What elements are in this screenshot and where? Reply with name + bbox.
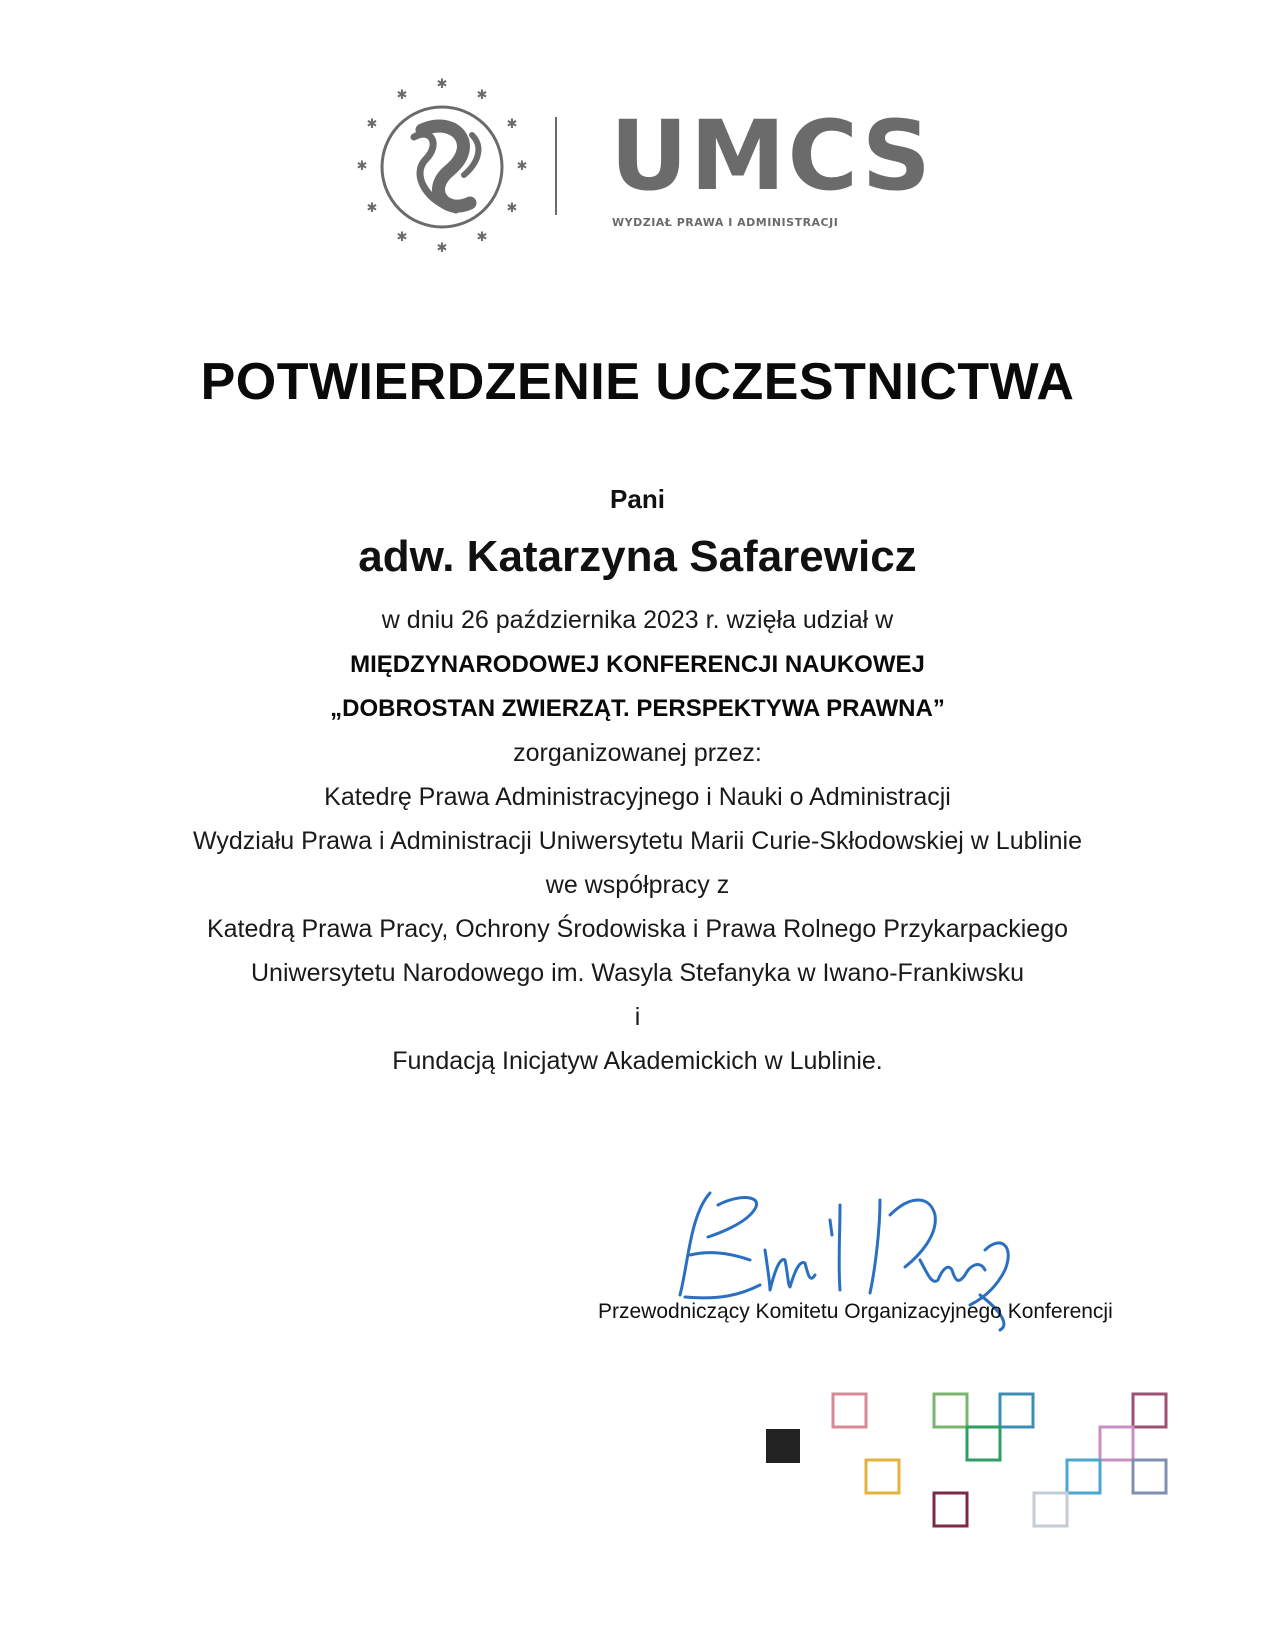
- svg-text:✱: ✱: [436, 241, 448, 256]
- logo-subtitle: WYDZIAŁ PRAWA I ADMINISTRACJI: [612, 216, 839, 229]
- organizer-department: Katedrę Prawa Administracyjnego i Nauki o Administracji: [324, 783, 951, 811]
- organized-by-label: zorganizowanej przez:: [513, 739, 762, 767]
- partner-university: Uniwersytetu Narodowego im. Wasyla Stefanyka w Iwano-Frankiwsku: [251, 959, 1024, 987]
- svg-text:✱: ✱: [476, 88, 488, 103]
- conference-type: MIĘDZYNARODOWEJ KONFERENCJI NAUKOWEJ: [350, 651, 925, 678]
- logo-wordmark: UMCS: [610, 100, 933, 212]
- square-teal: [1000, 1394, 1033, 1427]
- signature-caption: Przewodniczący Komitetu Organizacyjnego Konferencji: [598, 1300, 1113, 1323]
- square-light-green: [934, 1394, 967, 1427]
- partner-department: Katedrą Prawa Pracy, Ochrony Środowiska i Prawa Rolnego Przykarpackiego: [206, 915, 1069, 943]
- square-black: [766, 1429, 800, 1463]
- cooperation-label: we współpracy z: [545, 871, 730, 899]
- svg-text:✱: ✱: [396, 230, 408, 245]
- svg-text:✱: ✱: [516, 159, 528, 174]
- svg-text:✱: ✱: [476, 230, 488, 245]
- square-cyan: [1067, 1460, 1100, 1493]
- svg-text:✱: ✱: [506, 201, 518, 216]
- recipient-name: adw. Katarzyna Safarewicz: [358, 532, 917, 581]
- participation-date-line: w dniu 26 października 2023 r. wzięła udział w: [381, 606, 894, 634]
- square-maroon: [934, 1493, 967, 1526]
- svg-text:✱: ✱: [436, 77, 448, 92]
- square-yellow: [866, 1460, 899, 1493]
- salutation: Pani: [610, 484, 665, 514]
- square-plum: [1133, 1394, 1166, 1427]
- square-lilac: [1100, 1427, 1133, 1460]
- svg-text:✱: ✱: [356, 159, 368, 174]
- square-slate: [1133, 1460, 1166, 1493]
- svg-text:✱: ✱: [366, 201, 378, 216]
- square-silver: [1034, 1493, 1067, 1526]
- svg-text:✱: ✱: [366, 117, 378, 132]
- partner-foundation: Fundacją Inicjatyw Akademickich w Lublinie.: [392, 1047, 883, 1075]
- svg-text:✱: ✱: [396, 88, 408, 103]
- square-green: [967, 1427, 1000, 1460]
- certificate-title: POTWIERDZENIE UCZESTNICTWA: [200, 353, 1075, 411]
- logo-emblem: [382, 107, 502, 227]
- conference-title: „DOBROSTAN ZWIERZĄT. PERSPEKTYWA PRAWNA”: [330, 695, 945, 722]
- organizer-faculty: Wydziału Prawa i Administracji Uniwersytetu Marii Curie-Skłodowskiej w Lublinie: [193, 827, 1082, 855]
- square-pink: [833, 1394, 866, 1427]
- conjunction: i: [634, 1003, 641, 1031]
- svg-text:✱: ✱: [506, 117, 518, 132]
